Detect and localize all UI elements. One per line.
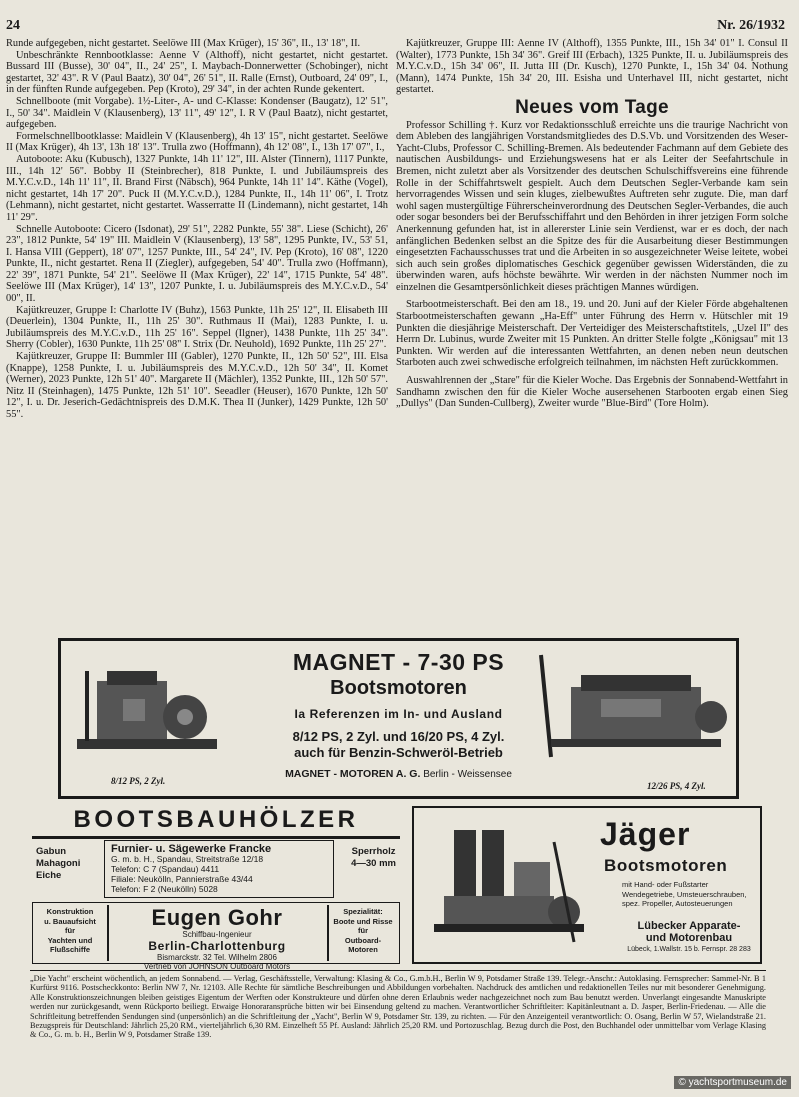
section-title: Neues vom Tage	[515, 96, 669, 118]
page-number: 24	[6, 18, 20, 33]
wood-type: Gabun	[36, 846, 67, 857]
firm-name: Furnier- u. Sägewerke Francke	[111, 843, 272, 855]
firm-phone: Telefon: C 7 (Spandau) 4411	[111, 864, 220, 874]
paragraph: Schnellboote (mit Vorgabe). 1½-Liter-, A- und C-Klasse: Kondenser (Baugatz), 12' 51", I., 50' 34". Maidlein V (Klausenberg), 13' 11", 49' 12", I. R V (Paul Baatz), nicht gestartet, aufgegeben.	[6, 95, 388, 131]
issue-number: Nr. 26/1932	[717, 18, 785, 33]
ad-references: Ia Referenzen im In- und Ausland	[294, 707, 503, 721]
specialty-line: Motoren	[348, 945, 378, 954]
firm-branch: Filiale: Neukölln, Pannierstraße 43/44	[111, 874, 253, 884]
specialty-line: Outboard-	[344, 935, 382, 945]
caption-left: 8/12 PS, 2 Zyl.	[111, 776, 166, 786]
service-line: u. Bauaufsicht	[44, 916, 96, 926]
gohr-main	[111, 906, 323, 972]
wood-type: Mahagoni	[36, 858, 81, 869]
ad-spec-line: auch für Benzin-Schweröl-Betrieb	[294, 745, 503, 760]
paragraph: Kajütkreuzer, Gruppe III: Aenne IV (Althoff), 1355 Punkte, III., 15h 34' 01" I. Consul II (Walter), 1773 Punkte, 15h 34' 36". Greif III (Erbach), 1325 Punkte, II. u. Jubiläumspreis des M.Y.C.v.D., 15h 34' 06", II. Jutta III (Dr. Kusch), 1270 Punkte, I., 15h 34' 04. Nothung (Mann), 1474 Punkte, 15h 34' 20, III. Esisha und Unterhavel III, nicht gestartet, nicht gestartet.	[396, 38, 788, 96]
divider	[107, 905, 109, 961]
firm-branch-phone: Telefon: F 2 (Neukölln) 5028	[111, 884, 218, 894]
services-right	[330, 907, 396, 955]
right-column	[396, 38, 788, 410]
service-line: Konstruktion	[46, 907, 94, 916]
ad-subtitle: Bootsmotoren	[604, 856, 728, 875]
paragraph: Kajütkreuzer, Gruppe II: Bummler III (Gabler), 1270 Punkte, II., 12h 50' 52", III. Elsa (Knappe), 1258 Punkte, I. u. Jubiläumspreis des M.Y.C.v.D., 12h 50' 34", II. Komet (Werner), 2023 Punkte, 12h 51' 40". Margarete II (Mächler), 1352 Punkte, III., 12h 50' 57". Nitz II (Steinhagen), 1475 Punkte, 12h 51' 10". Seeadler (Heuser), 1670 Punkte, 12h 50' 12", I. u. Dr. Jeserich-Gedächtnispreis des D.M.K. Thea II (Junker), 1429 Punkte, 12h 50' 55".	[6, 351, 388, 420]
caption-right: 12/26 PS, 4 Zyl.	[647, 781, 706, 791]
ad-subtitle: Bootsmotoren	[330, 677, 467, 699]
paragraph: Schnelle Autoboote: Cicero (Isdonat), 29' 51", 2282 Punkte, 55' 38". Liese (Schicht), 26' 23", 1812 Punkte, 54' 19" III. Maidlein V (Klausenberg), 13' 58", 1295 Punkte, IV., 53' 51, I. Hansa VIII (Geppert), 18' 07", 1257 Punkte, III., 54' 24", IV. Pep (Kroto), 16' 08", 1220 Punkte, II., nicht gestartet. Rena II (Ziegler), aufgegeben, 54' 40". Trulla zwo (Hoffmann), 22' 39", 1871 Punkte, 54' 21". Seelöwe II (Max Krüger), 22' 14", 1715 Punkte, 54' 48". Seelöwe III (Max Krüger), 14' 13", 1207 Punkte, I. u. Jubiläumspreis des M.Y.C.v.D., 54' 00", II.	[6, 223, 388, 305]
wood-type: Eiche	[36, 870, 62, 881]
ad-magnet	[58, 638, 739, 799]
ad-title: Jäger	[600, 816, 691, 852]
specialty-line: Spezialität:	[343, 907, 383, 916]
paragraph: Runde aufgegeben, nicht gestartet. Seelöwe III (Max Krüger), 15' 36", II., 13' 18", II.	[6, 38, 361, 49]
service-line: Flußschiffe	[49, 945, 90, 954]
firm-name-line: und Motorenbau	[645, 932, 733, 944]
service-line: für	[65, 926, 75, 935]
ad-eugen-gohr	[32, 902, 400, 971]
plywood-info	[351, 846, 396, 870]
service-line: Yachten und	[47, 935, 93, 945]
services-left	[36, 907, 104, 955]
gohr-address: Bismarckstr. 32 Tel. Wilhelm 2806	[157, 952, 277, 962]
paragraph: Autoboote: Aku (Kubusch), 1327 Punkte, 14h 11' 12", III. Alster (Tinnern), 1117 Punkte, III., 14h 12' 56". Bobby II (Steinbrecher), 818 Punkte, I. und Jubiläumspreis des M.Y.C.v.D., 14h 11' 11", II. Brand First (Näbsch), 964 Punkte, 14h 11' 14". Käthe (Vogel), nicht gestartet, 14h 17' 20". Puck II (M.Y.C.v.D.), 1284 Punkte, II., 14h 11' 06", I. Trotz (Lehmann), nicht gestartet, nicht gestartet. Wasserratte II (Lindemann), nicht gestartet, 14h 11' 29".	[6, 153, 388, 223]
gohr-city: Berlin-Charlottenburg	[148, 938, 286, 953]
specialty-line: für	[358, 926, 368, 935]
ad-description: mit Hand- oder Fußstarter Wendegetriebe, Umsteuerschrauben, spez. Propeller, Autosteuerungen	[622, 880, 747, 908]
imprint-text: „Die Yacht" erscheint wöchentlich, an jedem Sonnabend. — Verlag, Geschäftsstelle, Verwaltung: Klasing & Co., G.m.b.H., Berlin W 9, Potsdamer Straße 139. Telegr.-Anschr.: Autoklasing. Fernsprecher: Sammel-Nr. B 1 Kurfürst 9116. Postscheckkonto: Berlin NW 7, Nr. 12103. Alle Rechte für sämtliche Beschreibungen und Abbildungen vorbehalten. Nachdruck des amtlichen und redaktionellen Teiles nur mit besonderer Genehmigung. Alle Konstruktionszeichnungen bleiben geistiges Eigentum der Werften oder Konstrukteure und dürfen ohne deren Erlaubnis weder nachgezeichnet noch zum Bau benutzt werden. Unverlangt eingesandte Manuskripte werden nur zurückgesandt, wenn Rückporto beiliegt. Etwaige Honoraransprüche bitten wir bei Einsendung geltend zu machen. Verantwortlicher Schriftleiter: Kapitänleutnant a. D. Jasper, Berlin-Friedenau. — Alle die Schriftleitung betreffenden Sendungen sind (unpersönlich) an die Schriftleitung der „Yacht", Berlin W 9, Potsdamer Str. 139, zu richten. — Für den Anzeigenteil verantwortlich: O. Osang, Berlin W 57, Wielandstraße 21. Bezugspreis für Deutschland: Jährlich 25,20 RM., vierteljährlich 6,30 RM. Einzelheft 55 Pf. Ausland: Jährlich 25,20 RM. und Portozuschlag. Bezug durch die Post, den Buchhandel oder unmittelbar vom Verlage Klasing & Co., G. m. b. H., Berlin W 9, Potsdamer Straße 139.	[30, 974, 766, 1040]
paragraph: Formelschnellbootklasse: Maidlein V (Klausenberg), 4h 13' 15", nicht gestartet. Seelöwe II (Max Krüger), 4h 13', 13h 18' 13". Trulla zwo (Hoffmann), 4h 12' 08", I., 13h 17' 07", I.,	[6, 130, 388, 154]
firm-address: G. m. b. H., Spandau, Streitstraße 12/18	[111, 854, 264, 864]
ad-specs	[61, 729, 736, 761]
divider	[327, 905, 329, 961]
news-item: Auswahlrennen der „Stare" für die Kieler Woche. Das Ergebnis der Sonnabend-Wettfahrt in Sandhamn zwischen den für die Kieler Woche ausersehenen Starbooten ergab einen Sieg „Dullys" (Dan Sunden-Cullberg), Zweiter wurde "Blue-Bird" (Tore Holm).	[396, 375, 788, 410]
news-item: Starbootmeisterschaft. Bei den am 18., 19. und 20. Juni auf der Kieler Förde abgehaltenen Starbootmeisterschaften gewann „Ha-Eff" unter Führung des Herrn v. Hütschler mit 19 Punkten die diesjährige Meisterschaft. Der Verteidiger des Meisterschaftstitels, „Uzel II" des Herrn Dr. Lubinus, wurde Zweiter mit 15 Punkten. An dritter Stelle folgte „Königsau" mit 13 Punkten. Wir werden auf die interessanten Wettfahrten, an denen neben neun deutschen Starboten auch zwei schwedische erfolgreich teilnahmen, im nächsten Heft zurückkommen.	[396, 299, 788, 369]
engine-illustration-jaeger	[424, 822, 594, 954]
plywood-label: Sperrholz	[351, 846, 396, 857]
paragraph: Kajütkreuzer, Gruppe I: Charlotte IV (Buhz), 1563 Punkte, 11h 25' 12", II. Elisabeth III (Deuerlein), 1304 Punkte, II., 11h 25' 30". Ruthmaus II (Mai), 1283 Punkte, I. u. Jubiläumspreis des M.Y.C.v.D., 11h 25' 16". Seppel (Ilgner), 1438 Punkte, 11h 25' 34". Sherry (Cobler), 1630 Punkte, 11h 25' 08" I. Strix (Dr. Neuhold), 1692 Punkte, 11h 25' 27".	[6, 304, 388, 351]
ad-city: Berlin - Weissensee	[423, 769, 512, 780]
firm-address: Lübeck, 1.Wallstr. 15 b. Fernspr. 28 283	[627, 946, 751, 953]
news-item: Professor Schilling †. Kurz vor Redaktionsschluß erreichte uns die traurige Nachricht von dem Ableben des langjährigen Vorstandsmitgliedes des D.S.Vb. und Vorsitzenden des Weser-Yacht-Clubs, Professor C. Schilling-Bremen. Als bedeutender Fachmann auf dem Gebiete des nautischen Ausbildungs- und Erziehungswesens hat er als Leiter der Seefahrtschule in Bremen, nicht zuletzt aber als Vorsitzender des deutschen Schulschiffsvereins eine führende Rolle in der Schiffahrtswelt gespielt. Auch dem Deutschen Segler-Verbande kam sein hervorragendes Wissen und sein kluges, zielbewußtes Auftreten sehr zugute. Die, man darf wohl sagen mustergültige Führerscheinverordnung des Deutschen Segler-Verbandes, die auch oder sogar besonders bei der Berufsschiffahrt und den Behörden in ihrer jetzigen Form solche Anerkennung gefunden hat, ist in allererster Linie sein Verdienst, war er es doch, der nach anfänglichen Bedenken selbst an die Spitze des für die Ausarbeitung dieser Bestimmungen eingesetzten Fachausschusses trat und die Arbeiten in so ausgezeichneter Weise leitete, wobei sich auch sein großes diplomatisches Geschick gegenüber gewissen Widerständen, die zu überwinden waren, aufs höchste bewährte. Wir werden in der nächsten Nummer noch im einzelnen die Gesamtpersönlichkeit dieses prächtigen Mannes würdigen.	[396, 119, 788, 293]
ad-title: MAGNET - 7-30 PS	[292, 649, 505, 675]
watermark: © yachtsportmuseum.de	[674, 1076, 791, 1089]
ad-bootsbauhoelzer	[32, 806, 400, 899]
gohr-name: Eugen Gohr	[151, 905, 283, 930]
ad-company: MAGNET - MOTOREN A. G.	[285, 768, 421, 780]
ad-jaeger	[412, 806, 762, 964]
page-header	[6, 18, 785, 38]
plywood-size: 4—30 mm	[351, 858, 396, 869]
firm-name-line: Lübecker Apparate-	[637, 920, 741, 932]
gohr-vertrieb: Vertrieb von JOHNSON Outboard Motors	[143, 962, 291, 971]
specialty-line: Boote und Risse	[333, 916, 393, 926]
ad-title: BOOTSBAUHÖLZER	[32, 806, 400, 839]
firm-name	[620, 920, 758, 944]
gohr-title: Schiffbau-Ingenieur	[182, 930, 252, 939]
firm-box	[104, 840, 334, 898]
imprint	[30, 970, 766, 1040]
paragraph: Unbeschränkte Rennbootklasse: Aenne V (Althoff), nicht gestartet, nicht gestartet. Bussard III (Busse), 30' 04", II., 24' 25", I. Maybach-Donnerwetter (Schobinger), nicht gestartet, 32' 43". R V (Paul Baatz), 30' 04", 26' 51", II. Ralle (Ernst), Outboard, 24' 09", I., in der fünften Runde aufgegeben. Pep (Kroto), 29' 34", in der achten Runde gekentert.	[6, 49, 388, 96]
left-column	[6, 38, 388, 421]
wood-types	[36, 846, 80, 882]
ad-spec-line: 8/12 PS, 2 Zyl. und 16/20 PS, 4 Zyl.	[292, 729, 505, 744]
